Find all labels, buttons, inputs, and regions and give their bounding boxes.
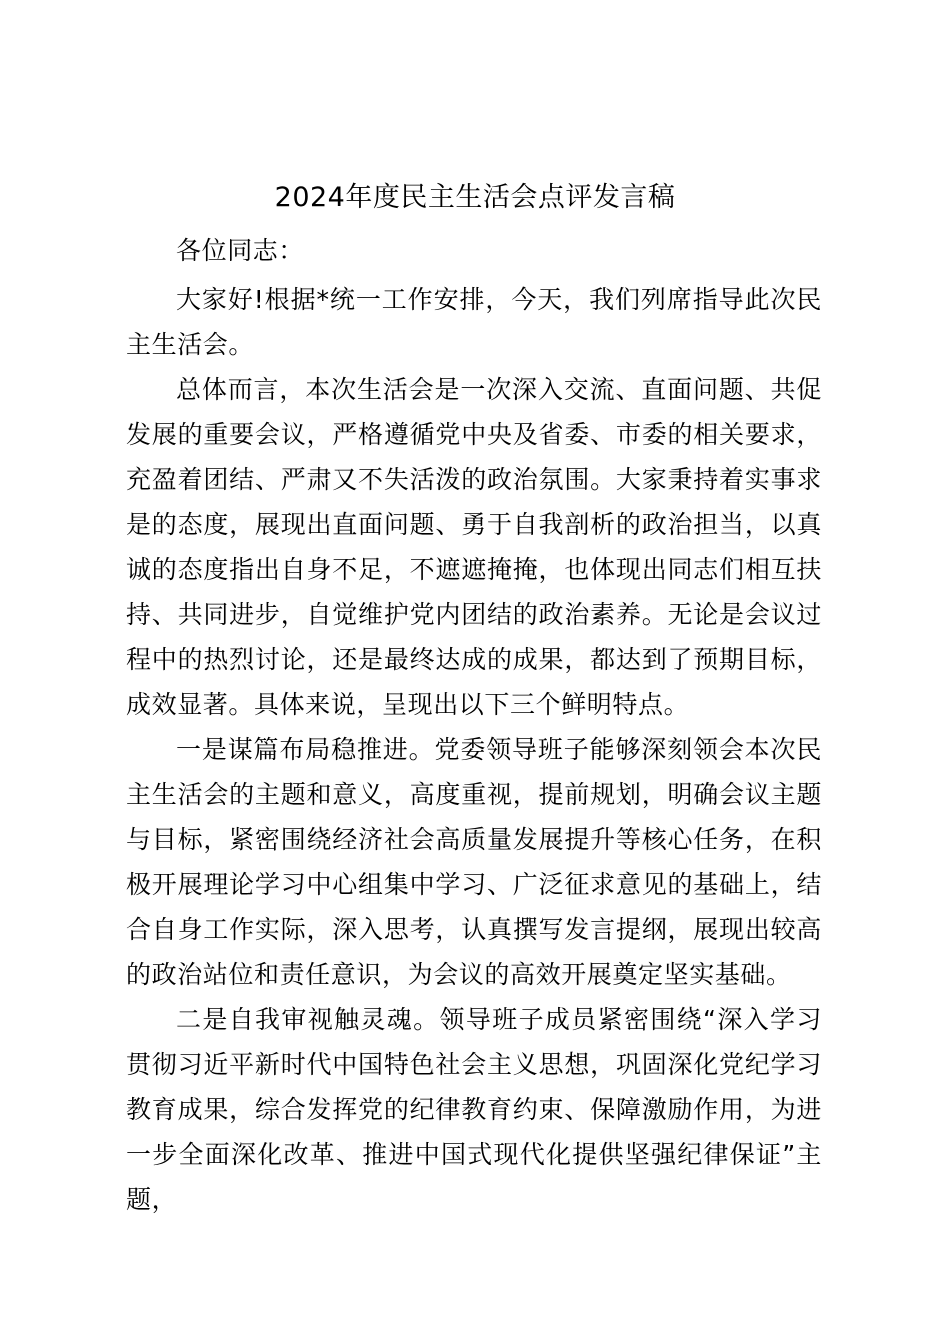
document-title: 2024年度民主生活会点评发言稿 — [274, 182, 676, 213]
paragraph-opening: 大家好!根据*统一工作安排，今天，我们列席指导此次民主生活会。 — [126, 285, 822, 359]
salutation: 各位同志： — [176, 236, 305, 265]
paragraph-overview: 总体而言，本次生活会是一次深入交流、直面问题、共促发展的重要会议，严格遵循党中央及省委、市委的相关要求，充盈着团结、严肃又不失活泼的政治氛围。大家秉持着实事求是的态度，展现出直面问题、勇于自我剖析的政治担当，以真诚的态度指出自身不足，不遮遮掩掩，也体现出同志们相互扶持、共同进步，自觉维护党内团结的政治素养。无论是会议过程中的热烈讨论，还是最终达成的成果，都达到了预期目标，成效显著。具体来说，呈现出以下三个鲜明特点。 — [126, 375, 822, 719]
paragraph-point-one: 一是谋篇布局稳推进。党委领导班子能够深刻领会本次民主生活会的主题和意义，高度重视，提前规划，明确会议主题与目标，紧密围绕经济社会高质量发展提升等核心任务，在积极开展理论学习中心组集中学习、广泛征求意见的基础上，结合自身工作实际，深入思考，认真撰写发言提纲，展现出较高的政治站位和责任意识，为会议的高效开展奠定坚实基础。 — [126, 735, 822, 989]
document-body — [126, 228, 822, 1222]
paragraph-point-two: 二是自我审视触灵魂。领导班子成员紧密围绕“深入学习贯彻习近平新时代中国特色社会主义思想，巩固深化党纪学习教育成果，综合发挥党的纪律教育约束、保障激励作用，为进一步全面深化改革、推进中国式现代化提供坚强纪律保证”主题， — [126, 1005, 822, 1214]
